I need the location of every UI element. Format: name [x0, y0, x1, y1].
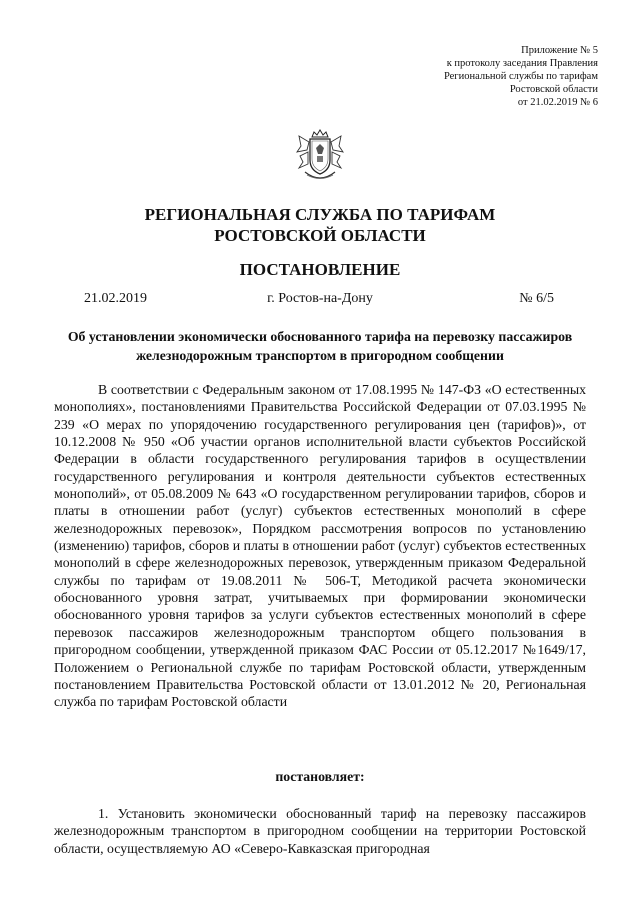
appendix-note	[358, 44, 598, 109]
appendix-line: Ростовской области	[509, 84, 598, 95]
document-city: г. Ростов-на-Дону	[267, 291, 373, 306]
organization-name-line1: РЕГИОНАЛЬНАЯ СЛУЖБА ПО ТАРИФАМ	[144, 205, 496, 224]
organization-name-line2: РОСТОВСКОЙ ОБЛАСТИ	[214, 226, 426, 245]
appendix-line: от 21.02.2019 № 6	[517, 97, 598, 108]
appendix-line: Региональной службы по тарифам	[443, 71, 598, 82]
document-number: № 6/5	[519, 291, 554, 306]
preamble-paragraph: В соответствии с Федеральным законом от 17.08.1995 № 147-ФЗ «О естественных монополиях», постановлениями Правительства Российской Федерации от 07.03.1995 № 239 «О мерах по упорядочению государственного регулирования цен (тарифов)», от 10.12.2008 № 950 «Об участии органов исполнительной власти субъектов Российской Федерации в области государственного регулирования тарифов в осуществлении государственного регулирования и контроля деятельности субъектов естественных монополий», от 05.08.2009 № 643 «О государственном регулировании тарифов, сборов и платы в отношении работ (услуг) субъектов естественных монополий в сфере железнодорожных перевозок», Порядком рассмотрения вопросов по установлению (изменению) тарифов, сборов и платы в отношении работ (услуг) субъектов естественных монополий в сфере железнодорожных перевозок, утвержденным приказом Федеральной службы по тарифам от 19.08.2011 № 506-Т, Методикой расчета экономически обоснованного уровня затрат, учитываемых при формировании экономически обоснованного уровня тарифов за услуги субъектов естественных монополий в сфере перевозок пассажиров железнодорожным транспортом общего пользования в пригородном сообщении, утвержденной приказом ФАС России от 05.12.2017 №1649/17, Положением о Региональной службе по тарифам Ростовской области, утвержденным постановлением Правительства Ростовской области от 13.01.2012 № 20, Региональная служба по тарифам Ростовской области	[54, 382, 586, 710]
resolves-heading: постановляет:	[275, 769, 365, 784]
resolution-item-1: 1. Установить экономически обоснованный тариф на перевозку пассажиров железнодорожным транспортом в пригородном сообщении на территории Ростовской области, осуществляемую АО «Северо-Кавказская пригородная	[54, 806, 586, 856]
appendix-line: к протоколу заседания Правления	[446, 58, 598, 69]
appendix-line: Приложение № 5	[521, 45, 598, 56]
document-title: Об установлении экономически обоснованного тарифа на перевозку пассажиров железнодорожным транспортом в пригородном сообщении	[67, 329, 573, 363]
coat-of-arms-icon	[295, 128, 345, 184]
document-date: 21.02.2019	[84, 291, 147, 306]
document-type: ПОСТАНОВЛЕНИЕ	[239, 260, 401, 279]
